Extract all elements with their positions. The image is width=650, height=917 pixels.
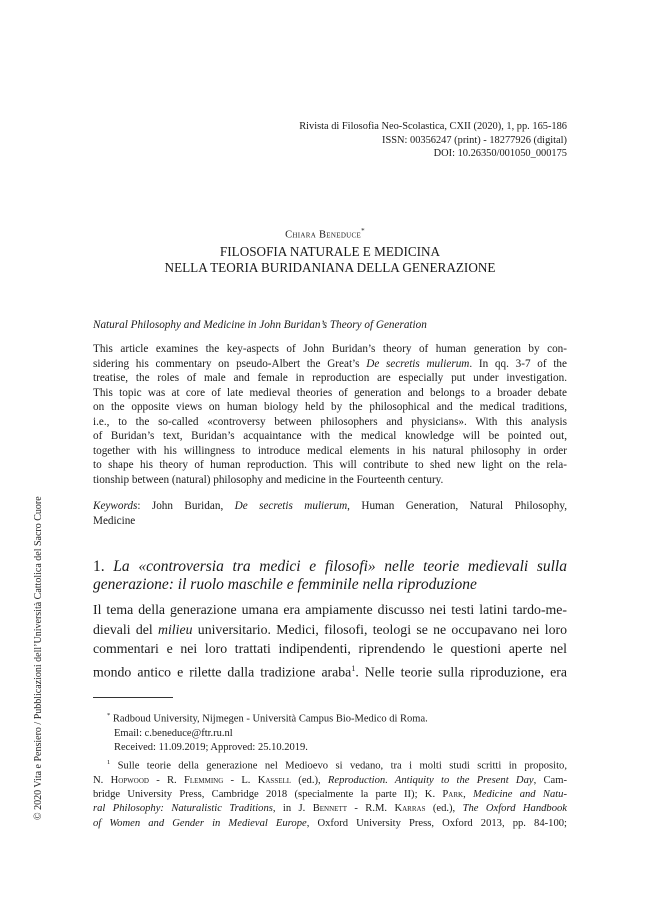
footnote-divider <box>93 697 173 698</box>
keyword-work-title: De secretis mulierum <box>234 500 348 512</box>
journal-doi: DOI: 10.26350/001050_000175 <box>433 148 567 159</box>
copyright-sidebar: © 2020 Vita e Pensiero / Pubblicazioni dell’Università Cattolica del Sacro Cuore <box>33 496 44 820</box>
work-title: De secretis mulierum <box>366 357 470 370</box>
footnote-ref: 1 <box>351 663 356 673</box>
abstract-line: on the opposite views on human biology held by the philosophical and the medical traditions, <box>93 401 567 413</box>
body-line: commentari e nei loro trattati indipendenti, riprendendo le questioni aperte nel <box>93 641 567 656</box>
author-name: Chiara Beneduce* <box>285 227 365 241</box>
title-line-2: NELLA TEORIA BURIDANIANA DELLA GENERAZIONE <box>164 259 496 275</box>
abstract <box>93 342 567 487</box>
abstract-line: sidering his commentary on pseudo-Albert the Great’s De secretis mulierum. In qq. 3-7 of the <box>93 357 567 370</box>
abstract-line: tionship between (natural) philosophy and medicine in the Fourteenth century. <box>93 473 444 486</box>
abstract-line: This topic was at core of late medieval theories of generation and belongs to a broader debate <box>93 386 567 399</box>
section-number: 1. <box>93 558 114 575</box>
english-title: Natural Philosophy and Medicine in John Buridan’s Theory of Generation <box>93 319 427 331</box>
abstract-line: of Buridan’s text, Buridan’s acquaintance with the medical knowledge will be pointed out, <box>93 430 567 442</box>
article-title <box>60 244 600 275</box>
author-email: Email: c.beneduce@ftr.ru.nl <box>114 727 233 739</box>
received-approved: Received: 11.09.2019; Approved: 25.10.2019. <box>114 741 308 753</box>
abstract-line: to shape his theory of human reproduction. This will contribute to shed new light on the rela- <box>93 459 567 471</box>
abstract-line: i.e., to the so-called «controversy between philosophers and physicians». With this analysis <box>93 415 567 428</box>
body-paragraph <box>93 600 567 682</box>
keywords: Keywords: John Buridan, De secretis mulierum, Human Generation, Natural Philosophy, Medicine <box>93 500 568 527</box>
journal-header <box>299 120 567 161</box>
body-line: mondo antico e rilette dalla tradizione araba$^1$. Nelle teorie sulla riproduzione, era <box>93 663 567 680</box>
journal-issn: ISSN: 00356247 (print) - 18277926 (digital) <box>382 134 567 146</box>
body-line: Il tema della generazione umana era ampiamente discusso nei testi latini tardo-me- <box>93 602 567 617</box>
author-affiliation-note: * Radboud University, Nijmegen - Università Campus Bio-Medico di Roma. Email: c.beneduce@ftr.ru.nl Received: 11.09.2019; Approved: 25.10.2019. <box>107 712 428 753</box>
abstract-line: together with his willingness to introduce medical elements in his natural philosophy in order <box>93 444 567 457</box>
title-line-1: FILOSOFIA NATURALE E MEDICINA <box>219 244 441 259</box>
body-line: dievali del milieu universitario. Medici, filosofi, teologi se ne occupavano nei loro <box>93 621 567 637</box>
journal-citation: Rivista di Filosofia Neo-Scolastica, CXII (2020), 1, pp. 165-186 <box>299 121 567 132</box>
author-footnote-mark: * <box>361 227 365 235</box>
abstract-line: treatise, the roles of male and female in reproduction are especially put under investigation. <box>93 372 567 384</box>
section-heading: 1. La «controversia tra medici e filosofi» nelle teorie medievali sulla generazione: il ruolo maschile e femminile nella riproduzione <box>93 558 567 593</box>
keywords-label: Keywords <box>93 500 138 512</box>
abstract-line: This article examines the key-aspects of John Buridan’s theory of human generation by con- <box>93 343 567 355</box>
footnote-1: $^1$ Sulle teorie della generazione nel Medioevo si vedano, tra i molti studi scritti in proposito, N. Hopwood - R. Flemming - L. Kassell (ed.), Reproduction. Antiquity to the Present Day, Cam- bridge University Press, Cambridge 2018 (specialmente la parte II); K. Park, Medicine and Natu- ral Philosophy: Naturalistic Traditions, in J. Bennett - R.M. Karras (ed.), The Oxford Handbook of Women and Gender in Medieval Europe, Oxford University Press, Oxford 2013, pp. 84-100; <box>93 759 568 829</box>
